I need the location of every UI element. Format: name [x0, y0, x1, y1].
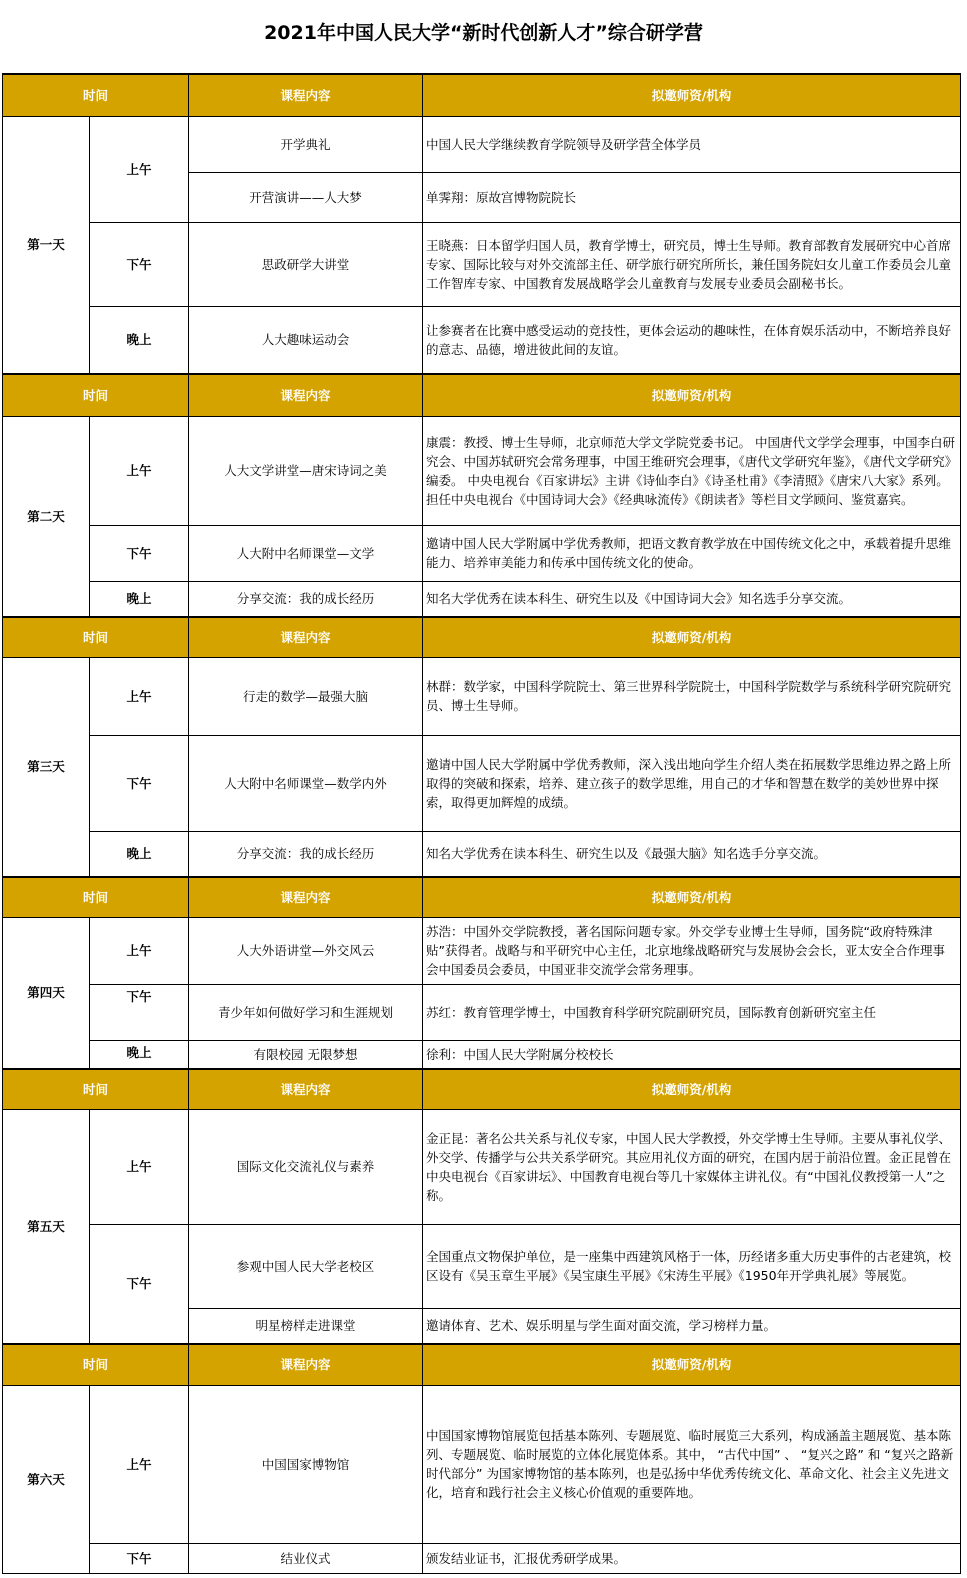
teacher-cell: 颁发结业证书，汇报优秀研学成果。 [423, 1543, 961, 1573]
day-label: 第六天 [3, 1385, 90, 1573]
period-label: 上午 [90, 1109, 189, 1224]
period-label: 晚上 [90, 831, 189, 877]
course-cell: 分享交流：我的成长经历 [189, 581, 423, 617]
course-cell: 中国国家博物馆 [189, 1385, 423, 1543]
header-row [3, 877, 961, 917]
header-teacher: 拟邀师资/机构 [423, 374, 961, 416]
period-label-text: 晚上 [126, 1044, 152, 1060]
period-label: 上午 [90, 1385, 189, 1543]
period-label: 晚上 [90, 306, 189, 374]
teacher-cell: 中国国家博物馆展览包括基本陈列、专题展览、临时展览三大系列，构成涵盖主题展览、基本陈列、专题展览、临时展览的立体化展览体系。其中， “古代中国” 、 “复兴之路” 和 “复兴之路新时代部分” 为国家博物馆的基本陈列，也是弘扬中华优秀传统文化、革命文化、社会主义先进文化，培育和践行社会主义核心价值观的重要阵地。 [423, 1385, 961, 1543]
table-row [3, 416, 961, 525]
teacher-cell: 知名大学优秀在读本科生、研究生以及《中国诗词大会》知名选手分享交流。 [423, 581, 961, 617]
course-cell: 人大文学讲堂—唐宋诗词之美 [189, 416, 423, 525]
table-row [3, 831, 961, 877]
table-row [3, 116, 961, 172]
table-row [3, 984, 961, 1040]
header-row [3, 617, 961, 657]
header-time: 时间 [3, 1069, 189, 1109]
header-content: 课程内容 [189, 374, 423, 416]
day-label: 第一天 [3, 116, 90, 374]
table-row [3, 1224, 961, 1308]
page-title: 2021年中国人民大学“新时代创新人才”综合研学营 [264, 22, 703, 44]
period-label: 上午 [90, 416, 189, 525]
header-teacher: 拟邀师资/机构 [423, 617, 961, 657]
teacher-cell: 苏红：教育管理学博士，中国教育科学研究院副研究员，国际教育创新研究室主任 [423, 984, 961, 1040]
course-cell: 国际文化交流礼仪与素养 [189, 1109, 423, 1224]
period-label: 下午 [90, 222, 189, 306]
period-label: 下午 [90, 1224, 189, 1344]
course-cell: 行走的数学—最强大脑 [189, 657, 423, 735]
course-cell: 开营演讲——人大梦 [189, 172, 423, 222]
period-label: 上午 [90, 917, 189, 984]
schedule-table [2, 73, 961, 1574]
period-label: 下午 [90, 1543, 189, 1573]
period-label [90, 984, 189, 1040]
header-teacher: 拟邀师资/机构 [423, 74, 961, 116]
header-row [3, 1344, 961, 1385]
header-content: 课程内容 [189, 877, 423, 917]
header-teacher: 拟邀师资/机构 [423, 1344, 961, 1385]
header-content: 课程内容 [189, 617, 423, 657]
header-content: 课程内容 [189, 1069, 423, 1109]
course-cell: 人大附中名师课堂—文学 [189, 525, 423, 581]
table-row [3, 657, 961, 735]
day-label: 第五天 [3, 1109, 90, 1344]
course-cell: 分享交流：我的成长经历 [189, 831, 423, 877]
teacher-cell: 邀请体育、艺术、娱乐明星与学生面对面交流，学习榜样力量。 [423, 1308, 961, 1344]
course-cell: 人大附中名师课堂—数学内外 [189, 735, 423, 831]
header-content: 课程内容 [189, 74, 423, 116]
period-label: 下午 [90, 735, 189, 831]
teacher-cell: 全国重点文物保护单位，是一座集中西建筑风格于一体，历经诸多重大历史事件的古老建筑，校区设有《吴玉章生平展》《吴宝康生平展》《宋涛生平展》《1950年开学典礼展》等展览。 [423, 1224, 961, 1308]
course-cell: 思政研学大讲堂 [189, 222, 423, 306]
table-row [3, 1385, 961, 1543]
teacher-cell: 王晓燕：日本留学归国人员，教育学博士，研究员，博士生导师。教育部教育发展研究中心首席专家、国际比较与对外交流部主任、研学旅行研究所所长，兼任国务院妇女儿童工作委员会儿童工作智库专家、中国教育发展战略学会儿童教育与发展专业委员会副秘书长。 [423, 222, 961, 306]
teacher-cell: 邀请中国人民大学附属中学优秀教师，深入浅出地向学生介绍人类在拓展数学思维边界之路上所取得的突破和探索，培养、建立孩子的数学思维，用自己的才华和智慧在数学的美妙世界中探索，取得更加辉煌的成绩。 [423, 735, 961, 831]
header-teacher: 拟邀师资/机构 [423, 1069, 961, 1109]
table-row [3, 581, 961, 617]
course-cell: 人大外语讲堂—外交风云 [189, 917, 423, 984]
day-label: 第三天 [3, 657, 90, 877]
teacher-cell: 邀请中国人民大学附属中学优秀教师，把语文教育教学放在中国传统文化之中，承载着提升思维能力、培养审美能力和传承中国传统文化的使命。 [423, 525, 961, 581]
teacher-cell: 知名大学优秀在读本科生、研究生以及《最强大脑》知名选手分享交流。 [423, 831, 961, 877]
period-label: 晚上 [90, 581, 189, 617]
teacher-cell: 林群：数学家，中国科学院院士、第三世界科学院院士，中国科学院数学与系统科学研究院研究员、博士生导师。 [423, 657, 961, 735]
day-label: 第二天 [3, 416, 90, 617]
table-row [3, 1040, 961, 1069]
course-cell: 人大趣味运动会 [189, 306, 423, 374]
course-cell: 开学典礼 [189, 116, 423, 172]
teacher-cell: 让参赛者在比赛中感受运动的竞技性，更体会运动的趣味性，在体育娱乐活动中，不断培养良好的意志、品德，增进彼此间的友谊。 [423, 306, 961, 374]
table-row [3, 1543, 961, 1573]
header-row [3, 1069, 961, 1109]
teacher-cell: 单霁翔：原故宫博物院院长 [423, 172, 961, 222]
teacher-cell: 中国人民大学继续教育学院领导及研学营全体学员 [423, 116, 961, 172]
course-cell: 明星榜样走进课堂 [189, 1308, 423, 1344]
table-row [3, 735, 961, 831]
table-row [3, 917, 961, 984]
teacher-cell: 苏浩：中国外交学院教授，著名国际问题专家。外交学专业博士生导师，国务院“政府特殊津贴”获得者。战略与和平研究中心主任，北京地缘战略研究与发展协会会长，亚太安全合作理事会中国委员会委员，中国亚非交流学会常务理事。 [423, 917, 961, 984]
day-label: 第四天 [3, 917, 90, 1069]
header-time: 时间 [3, 1344, 189, 1385]
course-cell: 参观中国人民大学老校区 [189, 1224, 423, 1308]
table-row [3, 306, 961, 374]
teacher-cell: 康震：教授、博士生导师，北京师范大学文学院党委书记。 中国唐代文学学会理事，中国李白研究会、中国苏轼研究会常务理事，中国王维研究会理事，《唐代文学研究年鉴》，《唐代文学研究》编委。 中央电视台《百家讲坛》主讲《诗仙李白》《诗圣杜甫》《李清照》《唐宋八大家》系列。担任中央电视台《中国诗词大会》《经典咏流传》《朗读者》等栏目文学顾问、鉴赏嘉宾。 [423, 416, 961, 525]
period-label [90, 1040, 189, 1069]
table-row [3, 1109, 961, 1224]
header-time: 时间 [3, 374, 189, 416]
teacher-cell: 金正昆：著名公共关系与礼仪专家，中国人民大学教授，外交学博士生导师。主要从事礼仪学、外交学、传播学与公共关系学研究。其应用礼仪方面的研究，在国内居于前沿位置。金正昆曾在中央电视台《百家讲坛》、中国教育电视台等几十家媒体主讲礼仪。有“中国礼仪教授第一人”之称。 [423, 1109, 961, 1224]
header-time: 时间 [3, 877, 189, 917]
course-cell: 有限校园 无限梦想 [189, 1040, 423, 1069]
course-cell: 青少年如何做好学习和生涯规划 [189, 984, 423, 1040]
period-label: 下午 [90, 525, 189, 581]
header-teacher: 拟邀师资/机构 [423, 877, 961, 917]
teacher-cell: 徐利：中国人民大学附属分校校长 [423, 1040, 961, 1069]
period-label-text: 下午 [126, 988, 152, 1004]
table-row [3, 525, 961, 581]
header-content: 课程内容 [189, 1344, 423, 1385]
header-time: 时间 [3, 617, 189, 657]
header-row [3, 374, 961, 416]
header-time: 时间 [3, 74, 189, 116]
header-row [3, 74, 961, 116]
table-row [3, 222, 961, 306]
course-cell: 结业仪式 [189, 1543, 423, 1573]
period-label: 上午 [90, 657, 189, 735]
period-label: 上午 [90, 116, 189, 222]
